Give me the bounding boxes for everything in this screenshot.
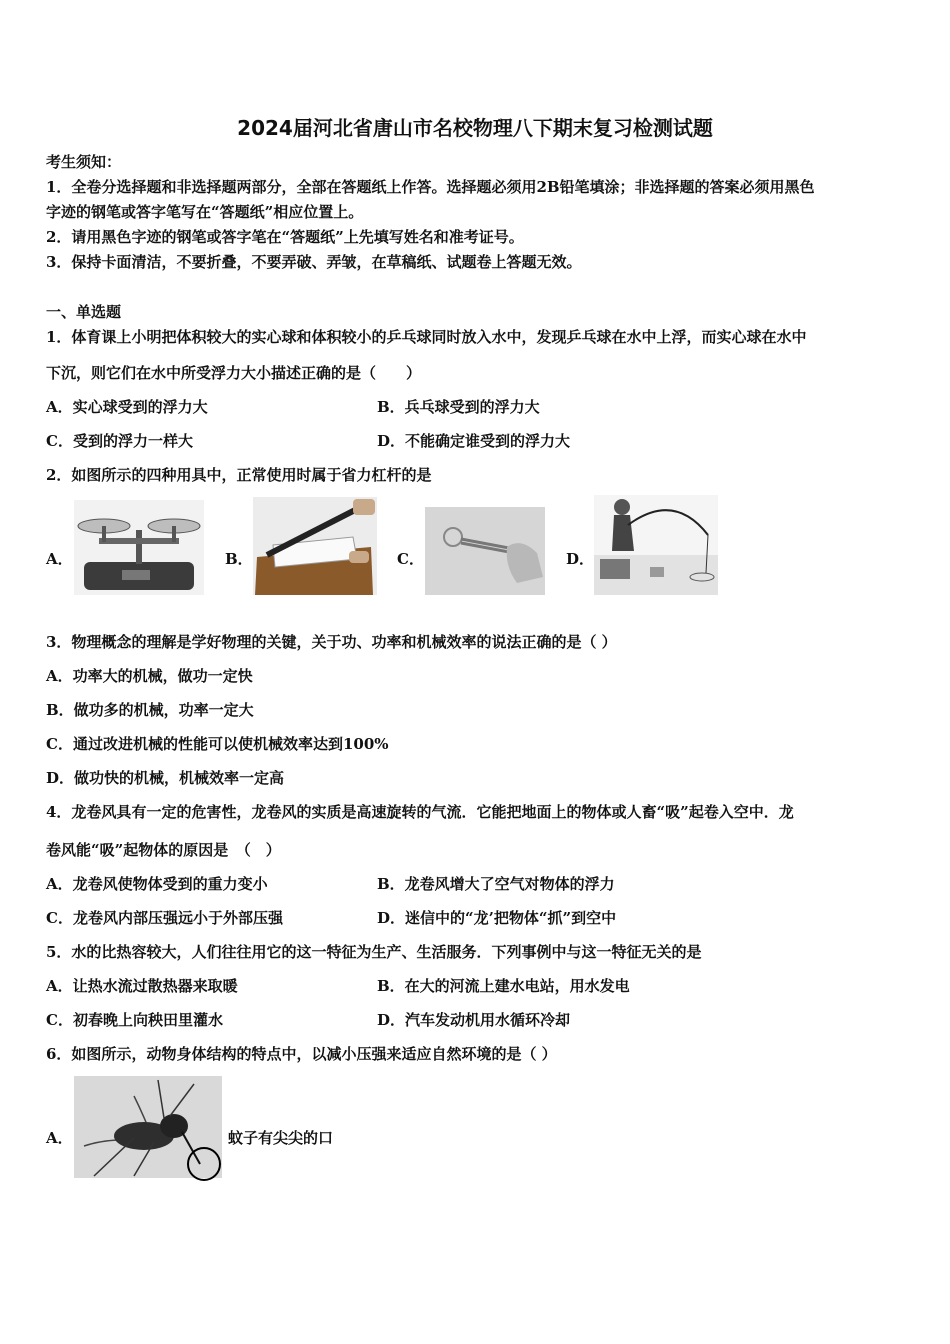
balance-scale-image xyxy=(74,500,204,595)
q3-option-c: C．通过改进机械的性能可以使机械效率达到100% xyxy=(46,735,389,753)
q2-label-d: D． xyxy=(566,550,595,568)
notice-line: 3．保持卡面清洁，不要折叠，不要弄破、弄皱，在草稿纸、试题卷上答题无效。 xyxy=(46,253,582,271)
q5-option-b: B．在大的河流上建水电站，用水发电 xyxy=(377,977,630,995)
question-1-stem: 下沉，则它们在水中所受浮力大小描述正确的是（ ） xyxy=(46,364,422,382)
q5-option-d: D．汽车发动机用水循环冷却 xyxy=(377,1011,571,1029)
q2-label-b: B． xyxy=(225,550,253,568)
fishing-rod-image xyxy=(594,495,718,595)
page-title: 2024届河北省唐山市名校物理八下期末复习检测试题 xyxy=(237,116,713,140)
section-heading: 一、单选题 xyxy=(46,303,122,321)
q5-option-c: C．初春晚上向秧田里灌水 xyxy=(46,1011,223,1029)
q4-option-c: C．龙卷风内部压强远小于外部压强 xyxy=(46,909,283,927)
q3-option-d: D．做功快的机械，机械效率一定高 xyxy=(46,769,285,787)
question-5-stem: 5．水的比热容较大，人们往往用它的这一特征为生产、生活服务．下列事例中与这一特征无关的是 xyxy=(46,943,702,961)
question-2-stem: 2．如图所示的四种用具中，正常使用时属于省力杠杆的是 xyxy=(46,466,432,484)
notice-line: 字迹的钢笔或答字笔写在“答题纸”相应位置上。 xyxy=(46,203,364,221)
question-4-stem: 卷风能“吸”起物体的原因是 （ ） xyxy=(46,841,281,859)
q1-option-b: B．兵乓球受到的浮力大 xyxy=(377,398,540,416)
q4-option-a: A．龙卷风使物体受到的重力变小 xyxy=(46,875,268,893)
q2-label-a: A． xyxy=(46,550,73,568)
mosquito-image xyxy=(74,1076,222,1182)
question-4-stem: 4．龙卷风具有一定的危害性，龙卷风的实质是高速旋转的气流．它能把地面上的物体或人畜“吸”起卷入空中．龙 xyxy=(46,803,794,821)
q1-option-d: D．不能确定谁受到的浮力大 xyxy=(377,432,571,450)
notice-heading: 考生须知： xyxy=(46,153,122,171)
question-6-stem: 6．如图所示，动物身体结构的特点中，以减小压强来适应自然环境的是（ ） xyxy=(46,1045,557,1063)
q4-option-b: B．龙卷风增大了空气对物体的浮力 xyxy=(377,875,615,893)
q3-option-a: A．功率大的机械，做功一定快 xyxy=(46,667,253,685)
q6-option-a-caption: 蚊子有尖尖的口 xyxy=(228,1129,334,1147)
paper-cutter-image xyxy=(253,497,377,595)
q6-label-a: A． xyxy=(46,1129,73,1147)
question-1-stem: 1．体育课上小明把体积较大的实心球和体积较小的乒乓球同时放入水中，发现乒乓球在水中上浮，而实心球在水中 xyxy=(46,328,807,346)
q1-option-a: A．实心球受到的浮力大 xyxy=(46,398,208,416)
q3-option-b: B．做功多的机械，功率一定大 xyxy=(46,701,254,719)
q5-option-a: A．让热水流过散热器来取暖 xyxy=(46,977,238,995)
q4-option-d: D．迷信中的“龙’把物体“抓”到空中 xyxy=(377,909,617,927)
q1-option-c: C．受到的浮力一样大 xyxy=(46,432,193,450)
question-3-stem: 3．物理概念的理解是学好物理的关键，关于功、功率和机械效率的说法正确的是（ ） xyxy=(46,633,617,651)
tongs-image xyxy=(425,507,545,595)
notice-line: 2．请用黑色字迹的钢笔或答字笔在“答题纸”上先填写姓名和准考证号。 xyxy=(46,228,524,246)
notice-line: 1．全卷分选择题和非选择题两部分，全部在答题纸上作答。选择题必须用2B铅笔填涂；非选择题的答案必须用黑色 xyxy=(46,178,815,196)
q2-label-c: C． xyxy=(397,550,424,568)
